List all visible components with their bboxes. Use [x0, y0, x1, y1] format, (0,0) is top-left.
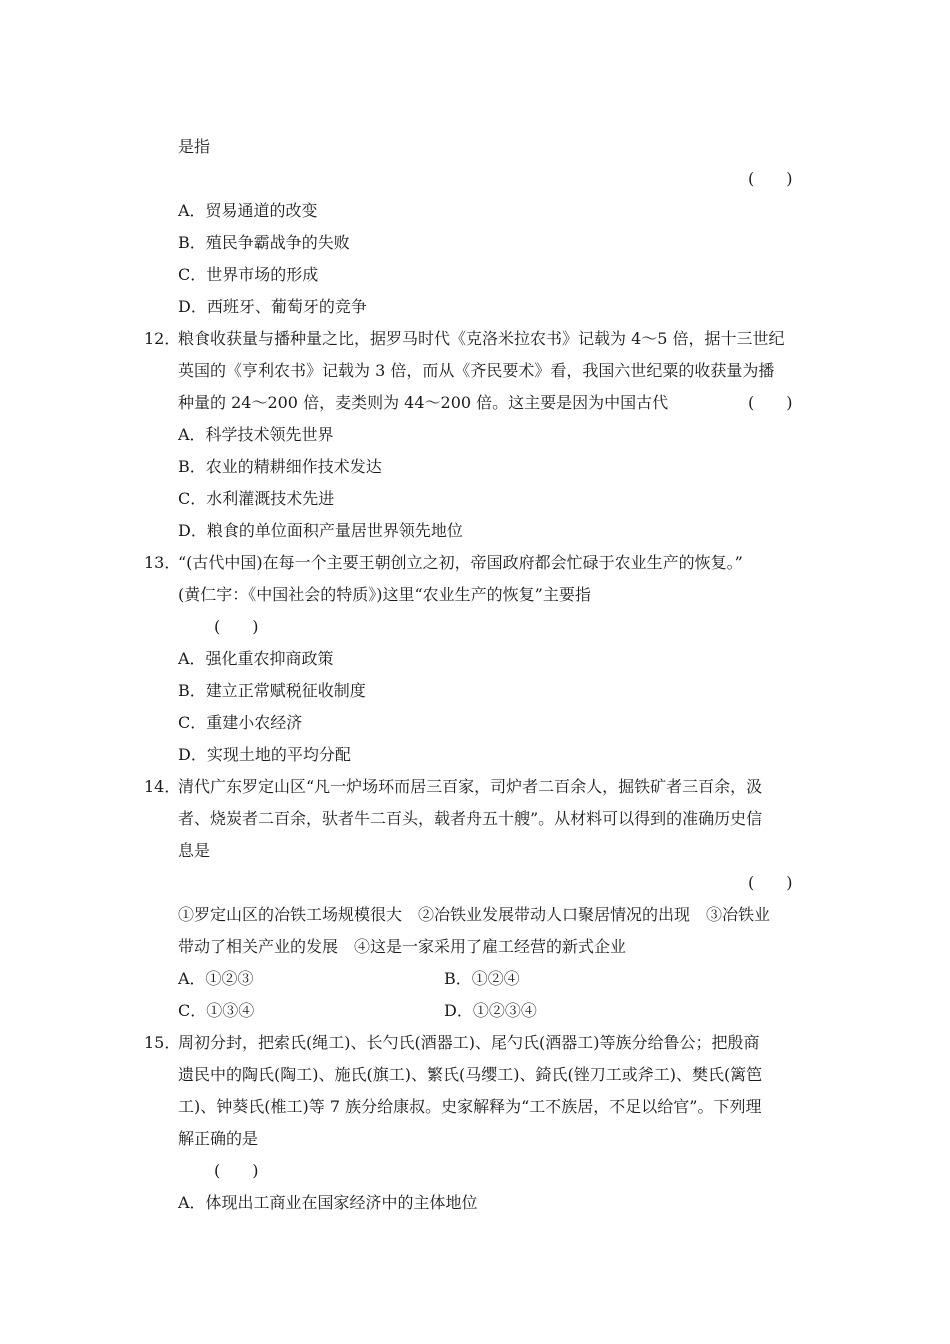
q11-option-a: A．贸易通道的改变: [178, 201, 318, 220]
q12-option-a: A．科学技术领先世界: [178, 425, 334, 444]
q12-stem-line-2: 英国的《亨利农书》记载为 3 倍，而从《齐民要术》看，我国六世纪粟的收获量为播: [178, 361, 775, 380]
q12-option-b: B．农业的精耕细作技术发达: [178, 457, 382, 476]
q14-stem-line-1: 清代广东罗定山区“凡一炉场环而居三百家，司炉者二百余人，掘铁矿者三百余，汲: [178, 777, 763, 796]
q14-option-d: D．①②③④: [444, 1001, 537, 1020]
q13-option-c: C．重建小农经济: [178, 713, 303, 732]
q14-number: 14．: [144, 777, 181, 796]
q14-statements-line-1: ①罗定山区的冶铁工场规模很大 ②冶铁业发展带动人口聚居情况的出现 ③冶铁业: [178, 905, 771, 924]
q14-option-a: A．①②③: [178, 969, 254, 988]
q13-number: 13．: [144, 553, 181, 572]
q13-answer-blank: ( ): [214, 617, 259, 636]
q14-statements-line-2: 带动了相关产业的发展 ④这是一家采用了雇工经营的新式企业: [178, 937, 627, 956]
q11-option-b: B．殖民争霸战争的失败: [178, 233, 350, 252]
q15-stem-line-1: 周初分封，把索氏(绳工)、长勺氏(酒器工)、尾勺氏(酒器工)等族分给鲁公；把殷商: [178, 1033, 760, 1052]
q12-stem-line-1: 粮食收获量与播种量之比，据罗马时代《克洛米拉农书》记载为 4～5 倍，据十三世纪: [178, 329, 785, 348]
q14-option-c: C．①③④: [178, 1001, 255, 1020]
q12-stem-line-3: 种量的 24～200 倍，麦类则为 44～200 倍。这主要是因为中国古代: [178, 393, 669, 412]
q15-number: 15．: [144, 1033, 181, 1052]
q11-option-d: D．西班牙、葡萄牙的竞争: [178, 297, 367, 316]
q15-stem-line-4: 解正确的是: [178, 1129, 259, 1148]
q13-option-a: A．强化重农抑商政策: [178, 649, 334, 668]
q12-answer-blank: ( ): [748, 393, 793, 412]
q14-option-b: B．①②④: [444, 969, 520, 988]
q13-stem-line-1: “(古代中国)在每一个主要王朝创立之初，帝国政府都会忙碌于农业生产的恢复。”: [178, 553, 743, 572]
q13-stem-line-2: (黄仁宇：《中国社会的特质》)这里“农业生产的恢复”主要指: [178, 585, 591, 604]
q14-stem-line-2: 者、烧炭者二百余，驮者牛二百头，载者舟五十艘”。从材料可以得到的准确历史信: [178, 809, 763, 828]
q15-option-a: A．体现出工商业在国家经济中的主体地位: [178, 1193, 478, 1212]
q14-answer-blank: ( ): [748, 873, 793, 892]
q15-answer-blank: ( ): [214, 1161, 259, 1180]
q13-option-d: D．实现土地的平均分配: [178, 745, 351, 764]
q12-number: 12．: [144, 329, 181, 348]
q11-stem-tail: 是指: [178, 137, 211, 156]
q12-option-c: C．水利灌溉技术先进: [178, 489, 335, 508]
q12-option-d: D．粮食的单位面积产量居世界领先地位: [178, 521, 463, 540]
q15-stem-line-3: 工)、钟葵氏(椎工)等 7 族分给康叔。史家解释为“工不族居，不足以给官”。下列理: [178, 1097, 762, 1116]
q11-answer-blank: ( ): [748, 169, 793, 188]
q13-option-b: B．建立正常赋税征收制度: [178, 681, 366, 700]
q15-stem-line-2: 遗民中的陶氏(陶工)、施氏(旗工)、繁氏(马缨工)、錡氏(锉刀工或斧工)、樊氏(篱笆: [178, 1065, 763, 1084]
q14-stem-line-3: 息是: [178, 841, 211, 860]
q11-option-c: C．世界市场的形成: [178, 265, 319, 284]
